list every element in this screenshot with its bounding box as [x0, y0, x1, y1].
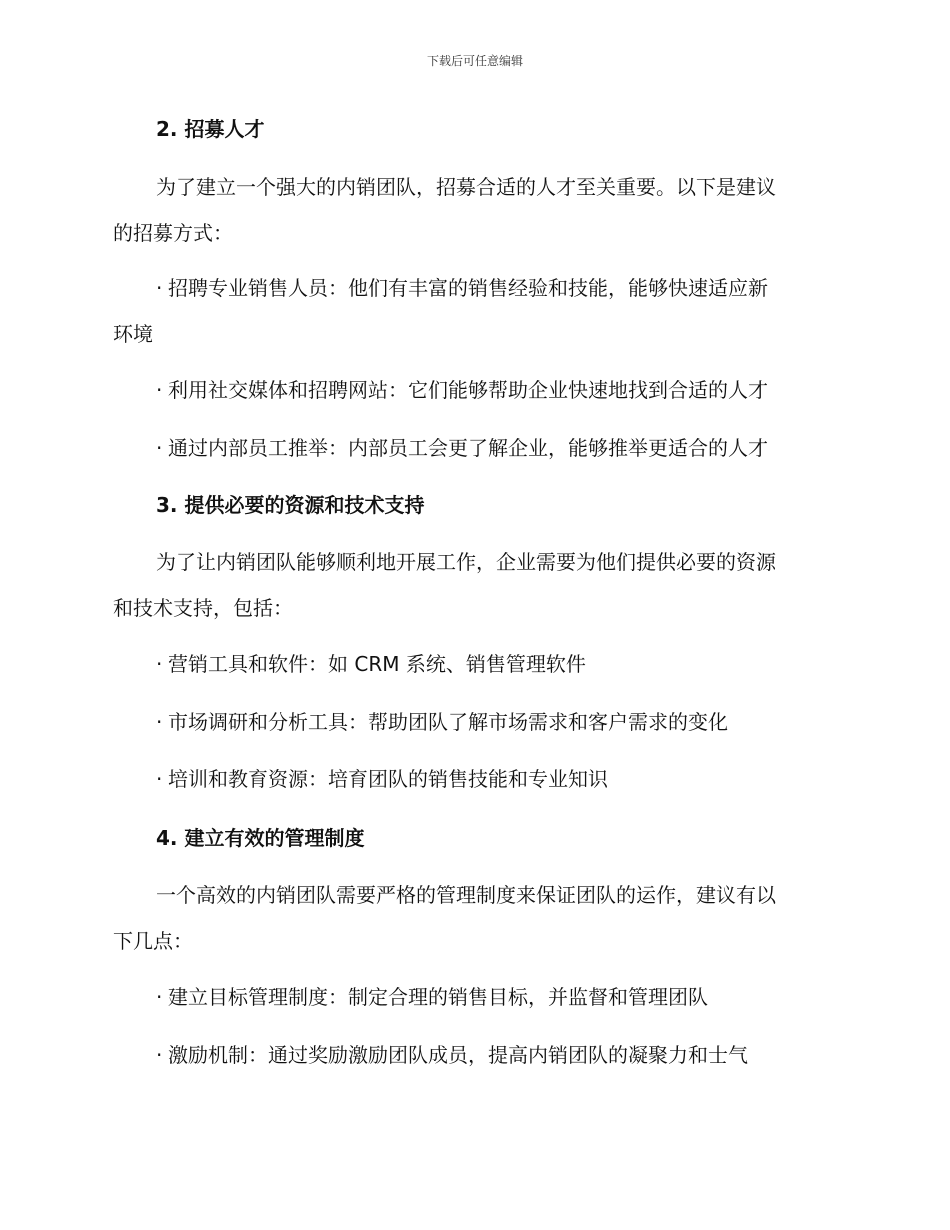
- paragraph-management-intro: [113, 872, 833, 964]
- paragraph-line: 的招募方式：: [113, 221, 233, 245]
- paragraph-recruit-intro: [113, 164, 833, 256]
- bullet-text: 招聘专业销售人员：他们有丰富的销售经验和技能，能够快速适应新: [168, 276, 768, 300]
- bullet-text: 激励机制：通过奖励激励团队成员，提高内销团队的凝聚力和士气: [168, 1043, 748, 1067]
- bullet-text: 营销工具和软件：如 CRM 系统、销售管理软件: [168, 652, 586, 676]
- section-heading-resources: 3. 提供必要的资源和技术支持: [156, 493, 425, 517]
- paragraph-line: 为了建立一个强大的内销团队，招募合适的人才至关重要。以下是建议: [156, 175, 776, 199]
- bullet-dot: ·: [156, 436, 163, 460]
- bullet-dot: ·: [156, 378, 163, 402]
- section-heading-recruit: 2. 招募人才: [156, 117, 265, 141]
- paragraph-resources-intro: [113, 539, 833, 631]
- paragraph-line: 和技术支持，包括：: [113, 596, 293, 620]
- bullet-item: [113, 641, 833, 687]
- page-header: 下载后可任意编辑: [426, 54, 523, 68]
- bullet-item: [113, 425, 833, 471]
- bullet-dot: ·: [156, 1043, 163, 1067]
- bullet-item: [113, 1032, 833, 1078]
- bullet-item: [113, 367, 833, 413]
- bullet-dot: ·: [156, 985, 163, 1009]
- bullet-text: 培训和教育资源：培育团队的销售技能和专业知识: [168, 767, 608, 791]
- paragraph-line: 一个高效的内销团队需要严格的管理制度来保证团队的运作，建议有以: [156, 883, 776, 907]
- section-heading-management: 4. 建立有效的管理制度: [156, 826, 365, 850]
- bullet-dot: ·: [156, 276, 163, 300]
- bullet-text: 通过内部员工推举：内部员工会更了解企业，能够推举更适合的人才: [168, 436, 768, 460]
- bullet-item: [113, 699, 833, 745]
- bullet-dot: ·: [156, 767, 163, 791]
- bullet-item: [113, 756, 833, 802]
- bullet-item: [113, 265, 833, 357]
- bullet-text: 利用社交媒体和招聘网站：它们能够帮助企业快速地找到合适的人才: [168, 378, 768, 402]
- paragraph-line: 下几点：: [113, 929, 193, 953]
- bullet-text: 市场调研和分析工具：帮助团队了解市场需求和客户需求的变化: [168, 710, 728, 734]
- bullet-text: 建立目标管理制度：制定合理的销售目标，并监督和管理团队: [168, 985, 708, 1009]
- bullet-dot: ·: [156, 710, 163, 734]
- bullet-dot: ·: [156, 652, 163, 676]
- bullet-text-continued: 环境: [113, 322, 153, 346]
- paragraph-line: 为了让内销团队能够顺利地开展工作，企业需要为他们提供必要的资源: [156, 550, 776, 574]
- bullet-item: [113, 974, 833, 1020]
